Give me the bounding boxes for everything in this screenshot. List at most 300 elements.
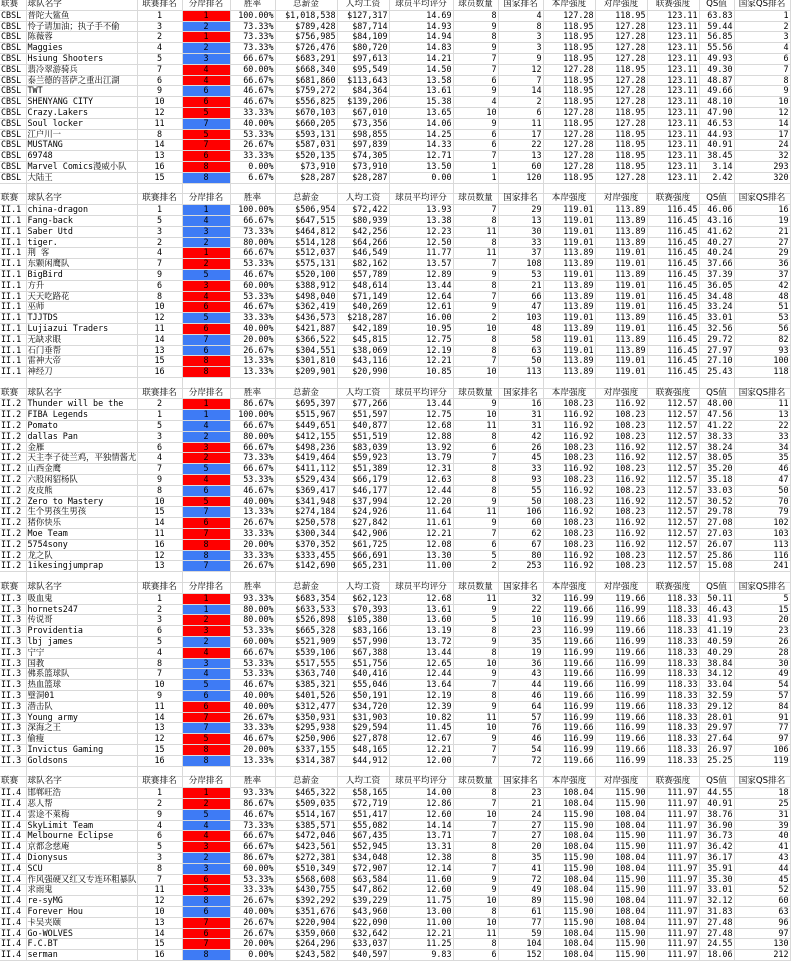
cell-league-rank[interactable]: 10 [137,906,182,917]
cell-other-side-strength[interactable]: 127.28 [595,118,647,129]
cell-team-name[interactable]: Goldsons [26,755,137,766]
cell-side-rank[interactable]: 8 [182,550,230,561]
cell-total-salary[interactable]: $647,515 [275,215,337,226]
cell-country-qs-rank[interactable]: 27 [734,237,790,248]
cell-team-name[interactable]: 佛系篮球队 [26,669,137,680]
cell-player-count[interactable]: 8 [453,215,498,226]
cell-avg-rating[interactable]: 12.19 [389,691,453,702]
cell-qs-value[interactable]: 33.01 [699,313,734,324]
cell-side-rank[interactable]: 7 [182,723,230,734]
cell-player-count[interactable]: 9 [453,874,498,885]
cell-qs-value[interactable]: 27.97 [699,345,734,356]
cell-player-count[interactable]: 6 [453,75,498,86]
cell-win-rate[interactable]: 33.33% [230,313,275,324]
header-qs-value[interactable]: QS值 [699,194,734,204]
cell-win-rate[interactable]: 46.67% [230,485,275,496]
cell-country-qs-rank[interactable]: 50 [734,485,790,496]
cell-team-name[interactable]: re-syMG [26,896,137,907]
header-player-count[interactable]: 球员数量 [453,583,498,593]
cell-total-salary[interactable]: $300,344 [275,529,337,540]
cell-country-qs-rank[interactable]: 1 [734,10,790,21]
cell-avg-rating[interactable]: 13.71 [389,831,453,842]
header-qs-value[interactable]: QS值 [699,389,734,399]
cell-country-qs-rank[interactable]: 24 [734,140,790,151]
cell-team-name[interactable]: 金雁 [26,442,137,453]
cell-avg-rating[interactable]: 14.00 [389,788,453,799]
cell-avg-rating[interactable]: 12.63 [389,475,453,486]
cell-win-rate[interactable]: 33.33% [230,529,275,540]
cell-league-rank[interactable]: 8 [137,291,182,302]
cell-qs-value[interactable]: 46.06 [699,205,734,216]
cell-avg-salary[interactable]: $82,162 [337,259,389,270]
cell-team-name[interactable]: Saber Utd [26,226,137,237]
cell-country-qs-rank[interactable]: 82 [734,334,790,345]
cell-own-side-strength[interactable]: 116.92 [543,507,595,518]
cell-qs-value[interactable]: 56.85 [699,32,734,43]
cell-player-count[interactable]: 10 [453,723,498,734]
cell-country-qs-rank[interactable]: 35 [734,453,790,464]
cell-league[interactable]: II.2 [0,529,26,540]
cell-player-count[interactable]: 8 [453,906,498,917]
cell-league-strength[interactable]: 116.45 [647,302,699,313]
cell-other-side-strength[interactable]: 119.01 [595,280,647,291]
cell-side-rank[interactable]: 5 [182,313,230,324]
cell-player-count[interactable]: 6 [453,129,498,140]
cell-win-rate[interactable]: 73.33% [230,21,275,32]
cell-avg-salary[interactable]: $51,519 [337,431,389,442]
cell-country-qs-rank[interactable]: 41 [734,842,790,853]
cell-other-side-strength[interactable]: 108.04 [595,896,647,907]
cell-total-salary[interactable]: $789,428 [275,21,337,32]
header-team-name[interactable]: 球队名字 [26,389,137,399]
cell-avg-rating[interactable]: 13.44 [389,647,453,658]
cell-total-salary[interactable]: $759,272 [275,86,337,97]
cell-own-side-strength[interactable]: 118.95 [543,118,595,129]
cell-other-side-strength[interactable]: 118.95 [595,10,647,21]
cell-league[interactable]: II.1 [0,280,26,291]
cell-side-rank[interactable]: 1 [182,788,230,799]
cell-side-rank[interactable]: 4 [182,647,230,658]
cell-player-count[interactable]: 6 [453,442,498,453]
cell-qs-value[interactable]: 47.90 [699,107,734,118]
cell-avg-rating[interactable]: 11.75 [389,896,453,907]
header-player-count[interactable]: 球员数量 [453,777,498,787]
cell-own-side-strength[interactable]: 116.99 [543,615,595,626]
cell-league[interactable]: II.4 [0,896,26,907]
cell-country-rank[interactable]: 33 [498,464,543,475]
cell-qs-value[interactable]: 38.24 [699,442,734,453]
cell-league-strength[interactable]: 112.57 [647,453,699,464]
cell-league-rank[interactable]: 4 [137,43,182,54]
cell-player-count[interactable]: 10 [453,107,498,118]
cell-country-rank[interactable]: 3 [498,43,543,54]
cell-country-qs-rank[interactable]: 100 [734,356,790,367]
cell-team-name[interactable]: Young army [26,712,137,723]
cell-country-qs-rank[interactable]: 39 [734,820,790,831]
cell-league-strength[interactable]: 111.97 [647,939,699,950]
cell-win-rate[interactable]: 66.67% [230,215,275,226]
cell-avg-salary[interactable]: $72,422 [337,205,389,216]
header-league-strength[interactable]: 联赛强度 [647,194,699,204]
cell-country-rank[interactable]: 8 [498,21,543,32]
header-team-name[interactable]: 球队名字 [26,583,137,593]
cell-other-side-strength[interactable]: 118.95 [595,107,647,118]
cell-country-rank[interactable]: 32 [498,593,543,604]
cell-other-side-strength[interactable]: 127.28 [595,172,647,183]
cell-own-side-strength[interactable]: 108.04 [543,798,595,809]
cell-league-rank[interactable]: 13 [137,917,182,928]
cell-league-strength[interactable]: 118.33 [647,658,699,669]
cell-country-rank[interactable]: 104 [498,939,543,950]
cell-avg-salary[interactable]: $105,380 [337,615,389,626]
cell-other-side-strength[interactable]: 115.90 [595,939,647,950]
cell-player-count[interactable]: 8 [453,691,498,702]
cell-league-rank[interactable]: 14 [137,334,182,345]
cell-league-strength[interactable]: 118.33 [647,615,699,626]
cell-team-name[interactable]: SkyLimit Team [26,820,137,831]
cell-own-side-strength[interactable]: 119.66 [543,755,595,766]
header-country-qs-rank[interactable]: 国家QS排名 [734,583,790,593]
cell-player-count[interactable]: 8 [453,280,498,291]
cell-win-rate[interactable]: 86.67% [230,798,275,809]
cell-total-salary[interactable]: $498,040 [275,291,337,302]
cell-country-rank[interactable]: 54 [498,744,543,755]
cell-total-salary[interactable]: $472,046 [275,831,337,842]
cell-league-rank[interactable]: 13 [137,561,182,572]
cell-qs-value[interactable]: 36.17 [699,852,734,863]
cell-country-rank[interactable]: 49 [498,885,543,896]
cell-league-strength[interactable]: 111.97 [647,820,699,831]
cell-own-side-strength[interactable]: 108.04 [543,874,595,885]
cell-player-count[interactable]: 11 [453,226,498,237]
cell-total-salary[interactable]: $412,155 [275,431,337,442]
cell-team-name[interactable]: Go-WOLVES [26,928,137,939]
cell-win-rate[interactable]: 46.67% [230,809,275,820]
cell-league-strength[interactable]: 123.11 [647,107,699,118]
cell-side-rank[interactable]: 3 [182,226,230,237]
cell-player-count[interactable]: 9 [453,118,498,129]
header-player-count[interactable]: 球员数量 [453,0,498,10]
cell-country-qs-rank[interactable]: 34 [734,442,790,453]
cell-player-count[interactable]: 7 [453,151,498,162]
cell-avg-salary[interactable]: $51,597 [337,410,389,421]
cell-other-side-strength[interactable]: 108.23 [595,561,647,572]
cell-avg-rating[interactable]: 14.14 [389,820,453,831]
cell-other-side-strength[interactable]: 115.90 [595,831,647,842]
cell-win-rate[interactable]: 40.00% [230,691,275,702]
cell-team-name[interactable]: 石门垂帮 [26,345,137,356]
cell-team-name[interactable]: 泰兰德的菩萨之重出江湖 [26,75,137,86]
cell-win-rate[interactable]: 0.00% [230,161,275,172]
cell-total-salary[interactable]: $274,184 [275,507,337,518]
cell-league-strength[interactable]: 112.57 [647,442,699,453]
cell-league-rank[interactable]: 16 [137,539,182,550]
cell-team-name[interactable]: BigBird [26,269,137,280]
cell-win-rate[interactable]: 33.33% [230,723,275,734]
cell-total-salary[interactable]: $272,381 [275,852,337,863]
cell-country-qs-rank[interactable]: 8 [734,75,790,86]
cell-avg-rating[interactable]: 12.20 [389,496,453,507]
cell-total-salary[interactable]: $243,582 [275,950,337,961]
cell-total-salary[interactable]: $568,608 [275,874,337,885]
cell-country-rank[interactable]: 27 [498,831,543,842]
cell-other-side-strength[interactable]: 108.04 [595,820,647,831]
cell-league-rank[interactable]: 2 [137,604,182,615]
cell-league-strength[interactable]: 118.33 [647,647,699,658]
cell-avg-salary[interactable]: $113,643 [337,75,389,86]
cell-side-rank[interactable]: 6 [182,701,230,712]
cell-team-name[interactable]: serman [26,950,137,961]
cell-team-name[interactable]: tiger. [26,237,137,248]
cell-league[interactable]: II.2 [0,421,26,432]
cell-side-rank[interactable]: 5 [182,269,230,280]
cell-league[interactable]: II.3 [0,691,26,702]
cell-league[interactable]: CBSL [0,107,26,118]
cell-other-side-strength[interactable]: 108.04 [595,852,647,863]
cell-avg-salary[interactable]: $33,037 [337,939,389,950]
cell-side-rank[interactable]: 8 [182,172,230,183]
cell-league-rank[interactable]: 2 [137,399,182,410]
cell-win-rate[interactable]: 66.67% [230,53,275,64]
cell-own-side-strength[interactable]: 118.95 [543,53,595,64]
cell-side-rank[interactable]: 1 [182,410,230,421]
cell-league-strength[interactable]: 112.57 [647,550,699,561]
header-own-side-strength[interactable]: 本岸强度 [543,777,595,787]
cell-win-rate[interactable]: 60.00% [230,863,275,874]
cell-other-side-strength[interactable]: 108.23 [595,507,647,518]
cell-league-rank[interactable]: 4 [137,820,182,831]
cell-country-qs-rank[interactable]: 45 [734,874,790,885]
cell-player-count[interactable]: 9 [453,734,498,745]
cell-league[interactable]: II.3 [0,755,26,766]
cell-country-rank[interactable]: 63 [498,345,543,356]
cell-player-count[interactable]: 8 [453,464,498,475]
cell-league-strength[interactable]: 118.33 [647,755,699,766]
cell-league-rank[interactable]: 14 [137,518,182,529]
cell-total-salary[interactable]: $142,690 [275,561,337,572]
cell-league-strength[interactable]: 111.97 [647,798,699,809]
cell-country-qs-rank[interactable]: 93 [734,345,790,356]
cell-side-rank[interactable]: 2 [182,453,230,464]
cell-avg-salary[interactable]: $47,862 [337,885,389,896]
cell-team-name[interactable]: Fang-back [26,215,137,226]
cell-win-rate[interactable]: 93.33% [230,593,275,604]
header-other-side-strength[interactable]: 对岸强度 [595,194,647,204]
header-league-rank[interactable]: 联赛排名 [137,0,182,10]
cell-league-rank[interactable]: 15 [137,356,182,367]
cell-side-rank[interactable]: 7 [182,561,230,572]
cell-league-strength[interactable]: 116.45 [647,313,699,324]
cell-team-name[interactable]: 天天吃路花 [26,291,137,302]
cell-avg-salary[interactable]: $98,855 [337,129,389,140]
cell-team-name[interactable]: Forever Hou [26,906,137,917]
cell-player-count[interactable]: 9 [453,669,498,680]
cell-own-side-strength[interactable]: 119.01 [543,205,595,216]
cell-total-salary[interactable]: $726,476 [275,43,337,54]
cell-other-side-strength[interactable]: 115.90 [595,950,647,961]
cell-win-rate[interactable]: 40.00% [230,496,275,507]
cell-avg-salary[interactable]: $83,166 [337,626,389,637]
cell-avg-salary[interactable]: $43,960 [337,906,389,917]
cell-league-strength[interactable]: 111.97 [647,863,699,874]
cell-win-rate[interactable]: 66.67% [230,75,275,86]
cell-team-name[interactable]: Zero to Mastery [26,496,137,507]
cell-team-name[interactable]: Melbourne Eclipse [26,831,137,842]
cell-country-qs-rank[interactable]: 79 [734,507,790,518]
cell-avg-salary[interactable]: $62,123 [337,593,389,604]
cell-own-side-strength[interactable]: 116.92 [543,431,595,442]
header-country-qs-rank[interactable]: 国家QS排名 [734,0,790,10]
cell-side-rank[interactable]: 5 [182,885,230,896]
cell-total-salary[interactable]: $526,898 [275,615,337,626]
cell-country-rank[interactable]: 26 [498,442,543,453]
cell-league[interactable]: II.1 [0,323,26,334]
header-qs-value[interactable]: QS值 [699,0,734,10]
cell-league[interactable]: II.4 [0,939,26,950]
header-own-side-strength[interactable]: 本岸强度 [543,194,595,204]
cell-league[interactable]: CBSL [0,75,26,86]
header-avg-salary[interactable]: 人均工资 [337,583,389,593]
cell-league-strength[interactable]: 118.33 [647,723,699,734]
cell-side-rank[interactable]: 7 [182,712,230,723]
cell-country-rank[interactable]: 31 [498,421,543,432]
cell-league-rank[interactable]: 11 [137,885,182,896]
cell-qs-value[interactable]: 27.48 [699,928,734,939]
cell-team-name[interactable]: 大陆王 [26,172,137,183]
cell-avg-salary[interactable]: $80,939 [337,215,389,226]
cell-own-side-strength[interactable]: 116.99 [543,744,595,755]
cell-side-rank[interactable]: 3 [182,842,230,853]
cell-win-rate[interactable]: 80.00% [230,604,275,615]
cell-avg-salary[interactable]: $61,725 [337,539,389,550]
cell-league-strength[interactable]: 123.11 [647,140,699,151]
cell-league-rank[interactable]: 1 [137,410,182,421]
cell-avg-salary[interactable]: $74,305 [337,151,389,162]
cell-country-qs-rank[interactable]: 84 [734,701,790,712]
cell-league[interactable]: II.4 [0,928,26,939]
cell-avg-salary[interactable]: $55,082 [337,820,389,831]
cell-own-side-strength[interactable]: 108.04 [543,788,595,799]
cell-league-strength[interactable]: 118.33 [647,734,699,745]
cell-league[interactable]: II.3 [0,626,26,637]
cell-country-rank[interactable]: 152 [498,950,543,961]
cell-league-strength[interactable]: 123.11 [647,161,699,172]
cell-other-side-strength[interactable]: 108.04 [595,917,647,928]
cell-avg-rating[interactable]: 16.00 [389,313,453,324]
cell-league-rank[interactable]: 2 [137,237,182,248]
cell-qs-value[interactable]: 41.22 [699,421,734,432]
cell-player-count[interactable]: 8 [453,345,498,356]
cell-country-qs-rank[interactable]: 14 [734,118,790,129]
cell-avg-rating[interactable]: 14.25 [389,129,453,140]
cell-avg-rating[interactable]: 14.69 [389,10,453,21]
cell-side-rank[interactable]: 6 [182,323,230,334]
cell-total-salary[interactable]: $587,031 [275,140,337,151]
cell-avg-salary[interactable]: $67,388 [337,647,389,658]
cell-side-rank[interactable]: 3 [182,442,230,453]
cell-league-strength[interactable]: 116.45 [647,291,699,302]
cell-win-rate[interactable]: 26.67% [230,896,275,907]
cell-avg-rating[interactable]: 11.61 [389,518,453,529]
cell-total-salary[interactable]: $681,860 [275,75,337,86]
cell-league-rank[interactable]: 12 [137,313,182,324]
cell-side-rank[interactable]: 3 [182,658,230,669]
header-league[interactable]: 联赛 [0,0,26,10]
cell-league-rank[interactable]: 15 [137,744,182,755]
cell-league-strength[interactable]: 111.97 [647,809,699,820]
cell-league[interactable]: II.3 [0,712,26,723]
cell-side-rank[interactable]: 1 [182,399,230,410]
cell-player-count[interactable]: 9 [453,43,498,54]
cell-win-rate[interactable]: 73.33% [230,820,275,831]
cell-qs-value[interactable]: 33.01 [699,885,734,896]
cell-player-count[interactable]: 7 [453,755,498,766]
cell-team-name[interactable]: 1ikesingjumprap [26,561,137,572]
cell-own-side-strength[interactable]: 108.04 [543,928,595,939]
cell-total-salary[interactable]: $436,573 [275,313,337,324]
cell-total-salary[interactable]: $363,740 [275,669,337,680]
cell-team-name[interactable]: Maggies [26,43,137,54]
cell-league[interactable]: II.2 [0,464,26,475]
cell-side-rank[interactable]: 5 [182,680,230,691]
cell-country-qs-rank[interactable]: 30 [734,658,790,669]
cell-qs-value[interactable]: 36.42 [699,842,734,853]
cell-avg-rating[interactable]: 14.94 [389,32,453,43]
cell-qs-value[interactable]: 59.44 [699,21,734,32]
cell-league-rank[interactable]: 11 [137,118,182,129]
header-avg-rating[interactable]: 球员平均评分 [389,583,453,593]
cell-country-qs-rank[interactable]: 118 [734,367,790,378]
cell-team-name[interactable]: Crazy.Lakers [26,107,137,118]
cell-league-rank[interactable]: 1 [137,788,182,799]
cell-player-count[interactable]: 11 [453,593,498,604]
cell-side-rank[interactable]: 6 [182,485,230,496]
cell-country-qs-rank[interactable]: 53 [734,313,790,324]
cell-avg-rating[interactable]: 13.72 [389,637,453,648]
cell-team-name[interactable]: 潜击队 [26,701,137,712]
cell-league-strength[interactable]: 116.45 [647,248,699,259]
cell-other-side-strength[interactable]: 108.23 [595,464,647,475]
cell-avg-rating[interactable]: 12.60 [389,885,453,896]
cell-own-side-strength[interactable]: 113.89 [543,291,595,302]
cell-player-count[interactable]: 9 [453,302,498,313]
cell-player-count[interactable]: 9 [453,518,498,529]
cell-other-side-strength[interactable]: 108.23 [595,410,647,421]
cell-league[interactable]: CBSL [0,129,26,140]
cell-country-rank[interactable]: 31 [498,410,543,421]
cell-qs-value[interactable]: 63.83 [699,10,734,21]
cell-team-name[interactable]: 皮皮熊 [26,485,137,496]
header-league-rank[interactable]: 联赛排名 [137,194,182,204]
cell-league[interactable]: II.1 [0,334,26,345]
cell-country-qs-rank[interactable]: 12 [734,107,790,118]
cell-own-side-strength[interactable]: 119.66 [543,658,595,669]
cell-league-strength[interactable]: 116.45 [647,280,699,291]
cell-qs-value[interactable]: 29.12 [699,701,734,712]
cell-qs-value[interactable]: 32.56 [699,323,734,334]
cell-team-name[interactable]: 璧洞01 [26,691,137,702]
cell-other-side-strength[interactable]: 108.23 [595,431,647,442]
cell-player-count[interactable]: 7 [453,356,498,367]
cell-team-name[interactable]: FIBA Legends [26,410,137,421]
cell-qs-value[interactable]: 35.30 [699,874,734,885]
cell-other-side-strength[interactable]: 119.66 [595,593,647,604]
cell-team-name[interactable]: 普陀大鲨鱼 [26,10,137,21]
cell-other-side-strength[interactable]: 127.28 [595,97,647,108]
cell-player-count[interactable]: 1 [453,172,498,183]
header-side-rank[interactable]: 分岸排名 [182,194,230,204]
cell-win-rate[interactable]: 33.33% [230,550,275,561]
